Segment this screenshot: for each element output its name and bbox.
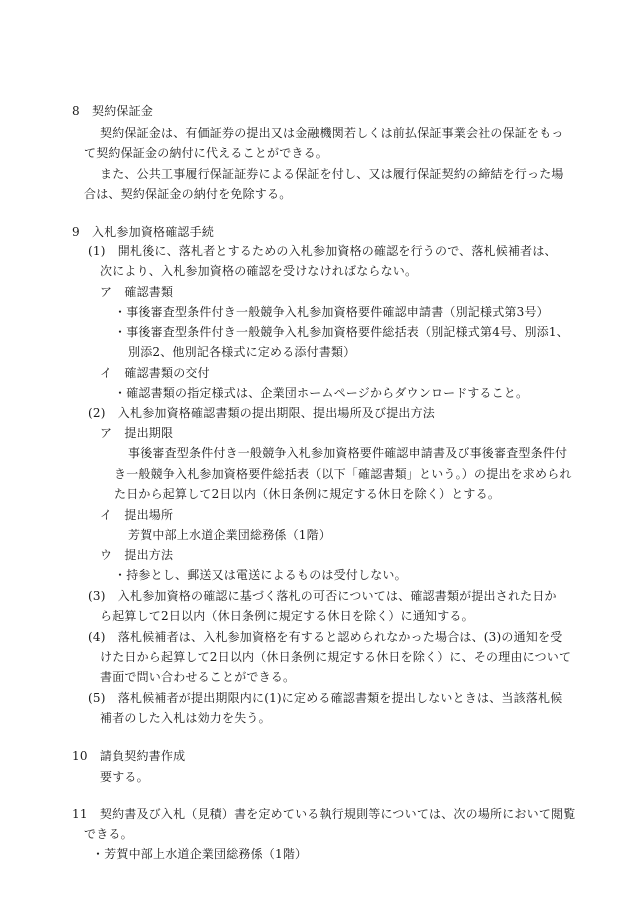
item-3-line-1: (3) 入札参加資格の確認に基づく落札の可否については、確認書類が提出された日か [88,589,557,603]
item-2-sub-i-line-1: 芳賀中部上水道企業団総務係（1階） [128,528,332,542]
sub-a-bullet-2-line-1: ・事後審査型条件付き一般競争入札参加資格要件総括表（別記様式第4号、別添1、 [114,325,569,339]
section-8-paragraph-2-line-2: 合は、契約保証金の納付を免除する。 [84,187,292,201]
item-2: (2) 入札参加資格確認書類の提出期限、提出場所及び提出方法 [88,406,436,420]
item-2-sub-i-heading: イ 提出場所 [100,508,174,522]
item-2-sub-u-heading: ウ 提出方法 [100,548,174,562]
section-11-bullet: ・芳賀中部上水道企業団総務係（1階） [92,847,308,861]
item-2-sub-a-line-3: た日から起算して2日以内（休日条例に規定する休日を除く）とする。 [114,487,501,501]
sub-a-bullet-1: ・事後審査型条件付き一般競争入札参加資格要件確認申請書（別記様式第3号） [114,305,549,319]
item-4-line-3: 書面で問い合わせることができる。 [100,670,296,684]
item-3-line-2: ら起算して2日以内（休日条例に規定する休日を除く）に通知する。 [100,609,474,623]
section-8-paragraph-1-line-1: 契約保証金は、有価証券の提出又は金融機関若しくは前払保証事業会社の保証をもっ [100,126,564,140]
section-10-body: 要する。 [100,770,149,784]
sub-a-bullet-2-line-2: 別添2、他別記各様式に定める添付書類） [128,345,356,359]
section-8-heading: 8 契約保証金 [72,104,154,118]
item-2-sub-u-bullet-1: ・持参とし、郵送又は電送によるものは受付しない。 [114,568,407,582]
item-1-line-2: 次により、入札参加資格の確認を受けなければならない。 [100,264,418,278]
sub-a-heading: ア 確認書類 [100,285,174,299]
section-8-paragraph-2-line-1: また、公共工事履行保証証券による保証を付し、又は履行保証契約の締結を行った場 [100,167,564,181]
section-9-heading: 9 入札参加資格確認手続 [72,225,215,239]
item-2-sub-a-heading: ア 提出期限 [100,426,174,440]
item-5-line-1: (5) 落札候補者が提出期限内に(1)に定める確認書類を提出しないときは、当該落札候 [88,691,563,705]
item-2-sub-a-line-2: き一般競争入札参加資格要件総括表（以下「確認書類」という。）の提出を求められ [114,467,572,481]
section-8-paragraph-1-line-2: て契約保証金の納付に代えることができる。 [84,146,329,160]
item-5-line-2: 補者のした入札は効力を失う。 [100,711,271,725]
sub-i-bullet-1: ・確認書類の指定様式は、企業団ホームページからダウンロードすること。 [114,386,529,400]
section-11-heading-line-2: できる。 [84,827,133,841]
sub-i-heading: イ 確認書類の交付 [100,366,210,380]
item-4-line-1: (4) 落札候補者は、入札参加資格を有すると認められなかった場合は、(3)の通知を受 [88,630,563,644]
item-2-sub-a-line-1: 事後審査型条件付き一般競争入札参加資格要件確認申請書及び事後審査型条件付 [128,446,568,460]
section-11-heading-line-1: 11 契約書及び入札（見積）書を定めている執行規則等については、次の場所において閲覧 [72,807,576,821]
section-10-heading: 10 請負契約書作成 [72,749,186,763]
item-1-line-1: (1) 開札後に、落札者とするための入札参加資格の確認を行うので、落札候補者は、 [88,244,557,258]
item-4-line-2: けた日から起算して2日以内（休日条例に規定する休日を除く）に、その理由について [100,650,572,664]
